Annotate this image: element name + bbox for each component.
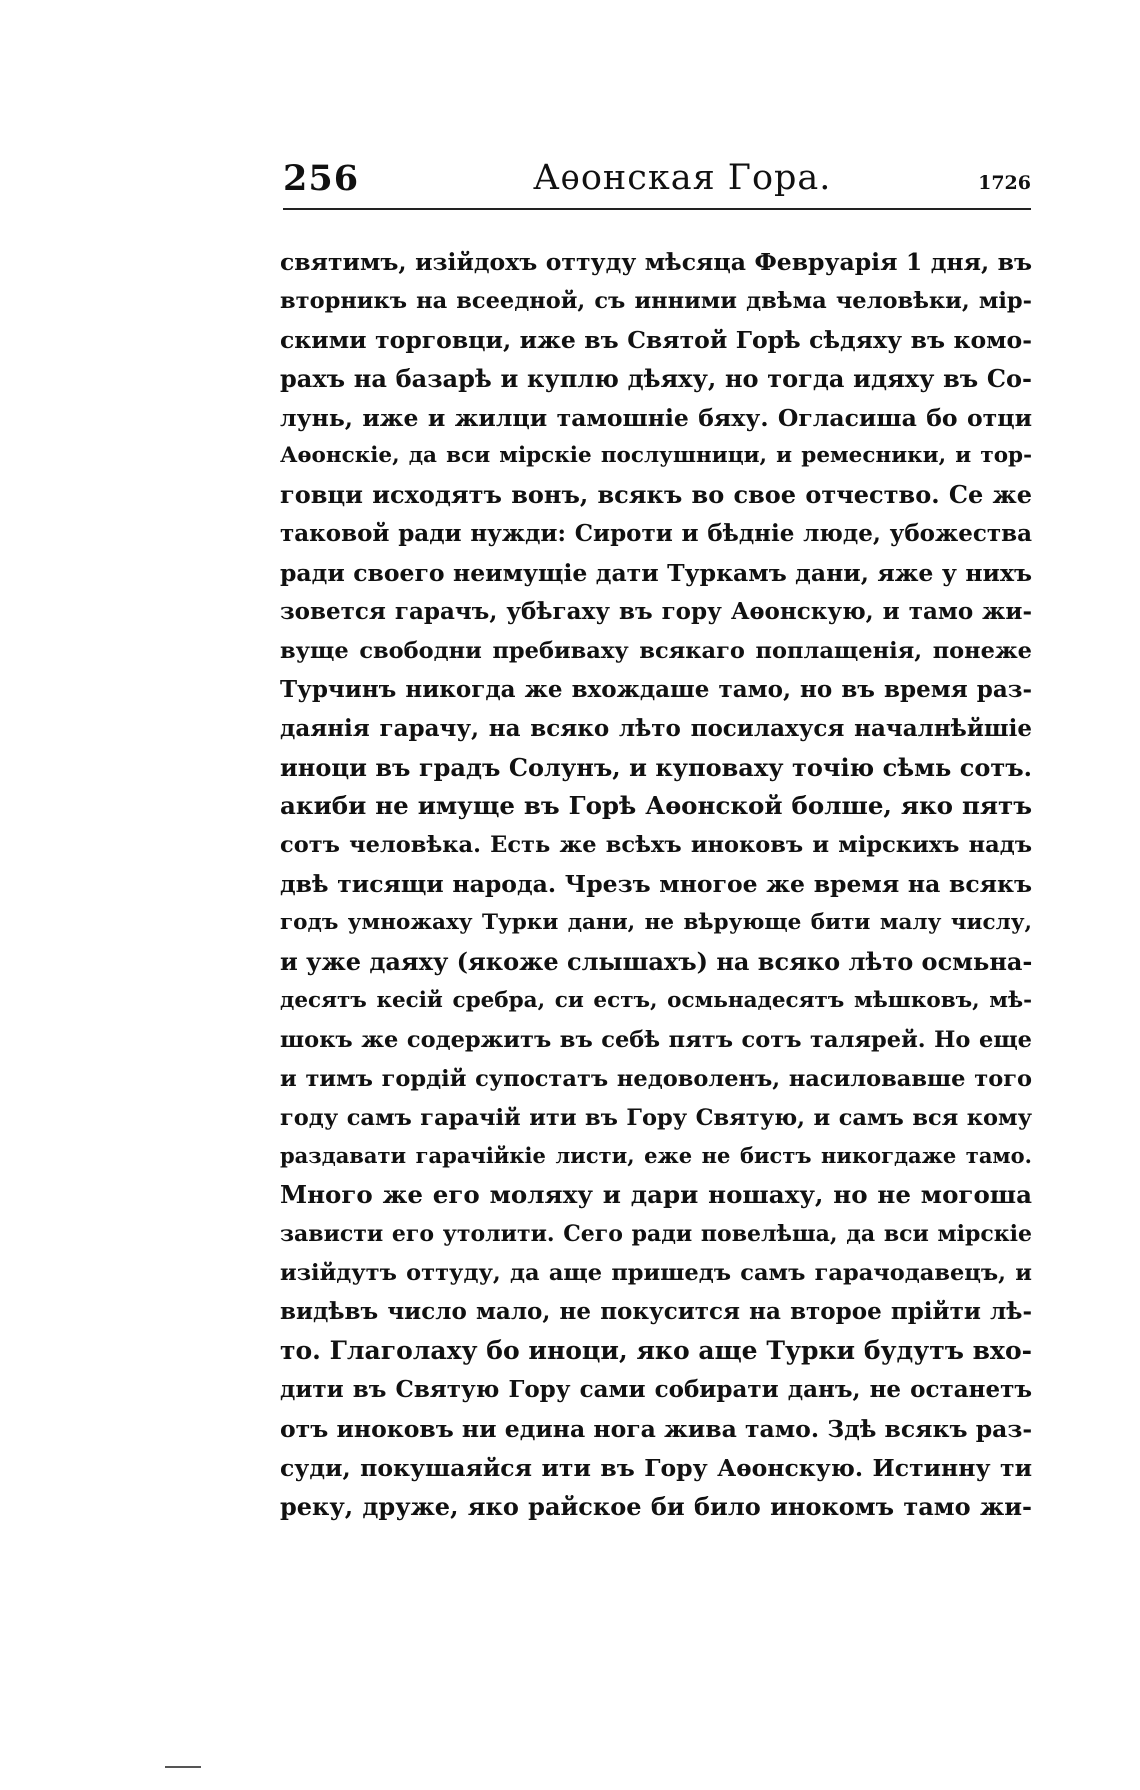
page-number: 256 <box>283 158 360 199</box>
text-line: иноци въ градъ Солунъ, и куповаху точію сѣмь сотъ. <box>280 752 1032 782</box>
text-line: акиби не имуще въ Горѣ Аѳонской болше, яко пятъ <box>280 791 1032 821</box>
text-line: зовется гарачъ, убѣгаху въ гору Аѳонскую, и тамо жи- <box>280 598 1032 626</box>
header-rule <box>283 208 1031 210</box>
text-line: святимъ, изійдохъ оттуду мѣсяца Февруарія 1 дня, въ <box>280 248 1032 276</box>
text-line: видѣвъ число мало, не покусится на второе прійти лѣ- <box>280 1298 1032 1326</box>
signature-mark: 1726 <box>978 172 1031 194</box>
text-line: шокъ же содержитъ въ себѣ пятъ сотъ талярей. Но еще <box>280 1026 1032 1053</box>
text-line: изійдутъ оттуду, да аще пришедъ самъ гарачодавецъ, и <box>280 1260 1032 1287</box>
text-line: десятъ кесій сребра, си естъ, осмьнадесятъ мѣшковъ, мѣ- <box>280 987 1032 1013</box>
text-line: и тимъ гордій супостатъ недоволенъ, насиловавше того <box>280 1065 1032 1092</box>
footer-mark <box>165 1766 201 1768</box>
text-line: зависти его утолити. Сего ради повелѣша, да вси мірскіе <box>280 1221 1032 1248</box>
text-line: Много же его моляху и дари ношаху, но не могоша <box>280 1180 1032 1210</box>
text-line: скими торговци, иже въ Святой Горѣ сѣдяху въ комо- <box>280 325 1032 354</box>
text-line: вуще свободни пребиваху всякаго поплащенія, понеже <box>280 637 1032 664</box>
text-line: и уже даяху (якоже слышахъ) на всяко лѣто осмьна- <box>280 947 1032 977</box>
text-line: дити въ Святую Гору сами собирати данъ, не останетъ <box>280 1375 1032 1403</box>
text-line: то. Глаголаху бо иноци, яко аще Турки будутъ вхо- <box>280 1335 1032 1365</box>
text-line: Аѳонскіе, да вси мірскіе послушници, и ремесники, и тор- <box>280 443 1032 469</box>
text-line: реку, друже, яко райское би било инокомъ тамо жи- <box>280 1491 1032 1521</box>
text-line: лунь, иже и жилци тамошніе бяху. Огласиша бо отци <box>280 403 1032 432</box>
text-line: сотъ человѣка. Есть же всѣхъ иноковъ и мірскихъ надъ <box>280 832 1032 859</box>
text-line: ради своего неимущіе дати Туркамъ дани, яже у нихъ <box>280 559 1032 588</box>
text-line: вторникъ на всеедной, съ инними двѣма человѣки, мір- <box>280 287 1032 314</box>
text-line: говци исходятъ вонъ, всякъ во свое отчество. Се же <box>280 480 1032 510</box>
text-line: раздавати гарачійкіе листи, еже не бистъ никогдаже тамо. <box>280 1143 1032 1169</box>
text-line: даянія гарачу, на всяко лѣто посилахуся началнѣйшіе <box>280 714 1032 742</box>
page-header <box>283 158 1031 218</box>
text-line: году самъ гарачій ити въ Гору Святую, и самъ вся кому <box>280 1104 1032 1131</box>
text-line: отъ иноковъ ни едина нога жива тамо. Здѣ всякъ раз- <box>280 1414 1032 1443</box>
running-title: Аѳонская Гора. <box>533 158 832 198</box>
text-line: двѣ тисящи народа. Чрезъ многое же время на всякъ <box>280 870 1032 899</box>
text-line: рахъ на базарѣ и куплю дѣяху, но тогда идяху въ Со- <box>280 363 1032 393</box>
text-line: годъ умножаху Турки дани, не вѣрующе бити малу числу, <box>280 910 1032 936</box>
text-line: таковой ради нужди: Сироти и бѣдніе люде, убожества <box>280 520 1032 548</box>
text-line: суди, покушаяйся ити въ Гору Аѳонскую. Истинну ти <box>280 1453 1032 1482</box>
body-text <box>280 243 1032 1526</box>
text-line: Турчинъ никогда же вхождаше тамо, но въ время раз- <box>280 675 1032 703</box>
